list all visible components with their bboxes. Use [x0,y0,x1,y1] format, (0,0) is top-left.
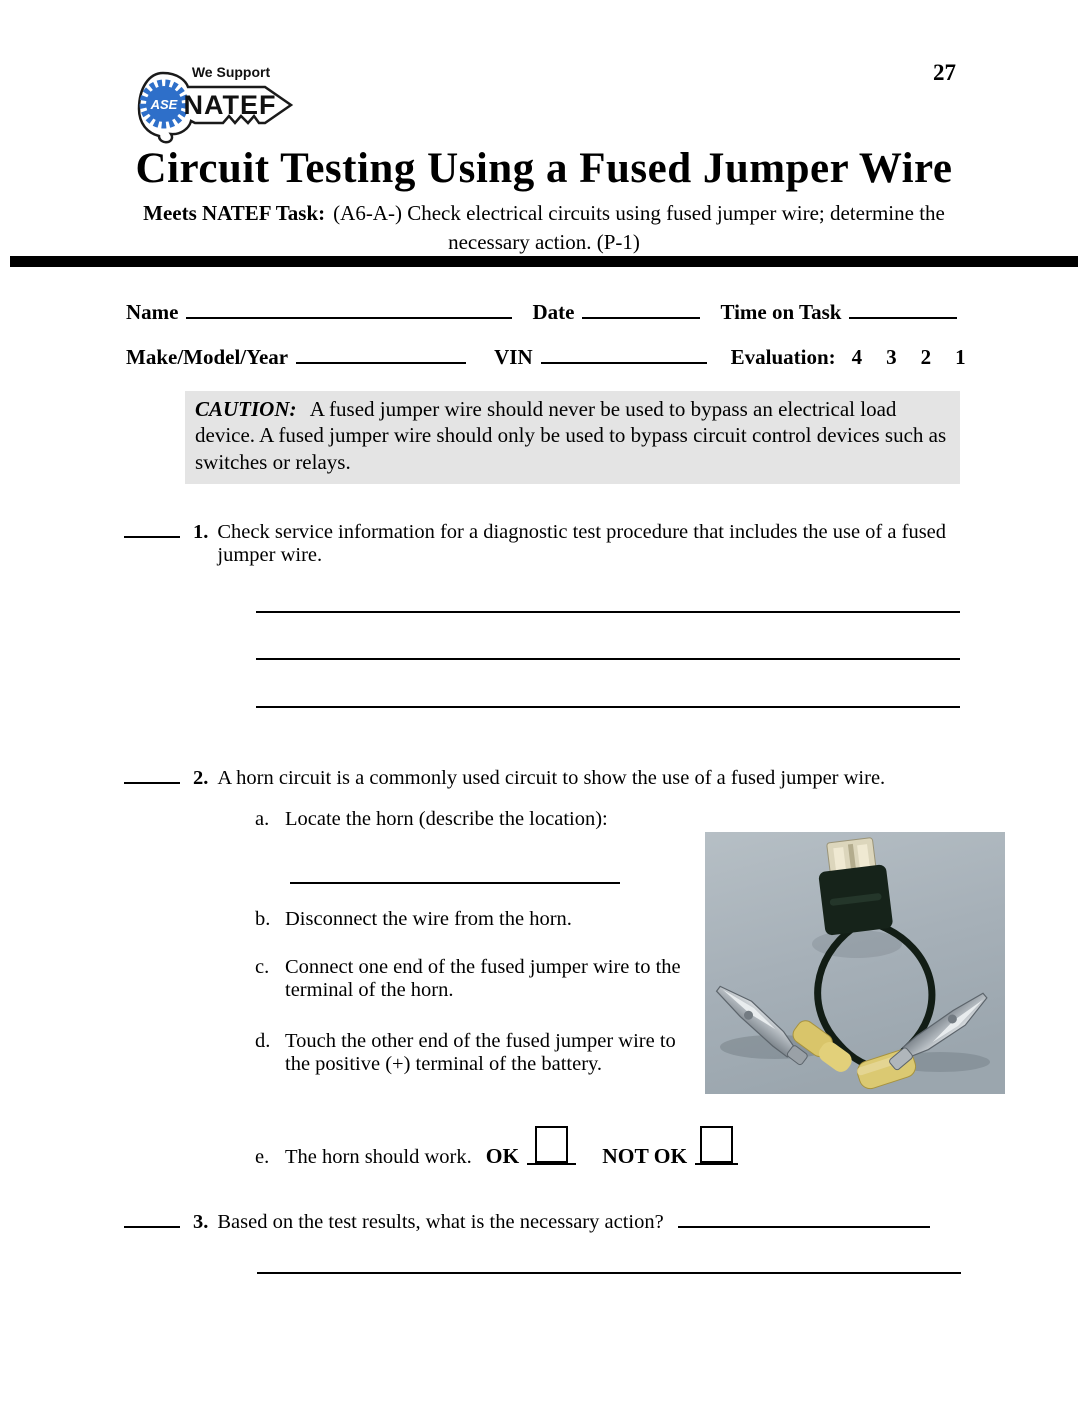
answer-line[interactable] [256,658,960,660]
ok-checkbox-square[interactable] [535,1126,568,1163]
natef-logo [133,57,301,147]
substep-e-letter: e. [255,1146,270,1168]
name-blank[interactable] [186,297,512,319]
step-1-status-blank[interactable] [124,516,180,538]
task-line-1 [0,199,1088,228]
step-3-status-blank[interactable] [124,1206,180,1228]
substep-c-text: Connect one end of the fused jumper wire to the terminal of the horn. [285,956,681,1001]
caution-text: A fused jumper wire should never be used to bypass an electrical load device. A fused jumper wire should only be used to bypass circuit control devices such as switches or relays. [195,397,947,474]
necessary-action-blank[interactable] [678,1206,930,1228]
step-1 [124,516,973,567]
substep-e [255,1126,738,1169]
horn-location-blank[interactable] [290,882,620,884]
vin-blank[interactable] [541,342,707,364]
page-title: Circuit Testing Using a Fused Jumper Wire [135,145,953,192]
time-on-task-blank[interactable] [849,297,957,319]
answer-line[interactable] [256,706,960,708]
substep-e-text: The horn should work. [285,1146,472,1168]
substep-c-letter: c. [255,956,270,978]
task-text: (A6-A-) Check electrical circuits using fused jumper wire; determine the [333,201,945,225]
step-2-number: 2. [193,767,209,789]
not-ok-label: NOT OK [602,1144,688,1168]
step-1-number: 1. [193,521,209,543]
ok-label: OK [485,1144,520,1168]
caution-box [185,391,960,484]
substep-d-letter: d. [255,1030,271,1052]
step-2-text: A horn circuit is a commonly used circuit to show the use of a fused jumper wire. [217,767,886,789]
we-support-text: We Support [191,64,271,80]
step-3-number: 3. [193,1211,209,1233]
substep-a [255,808,695,831]
evaluation-4: 4 [851,345,863,369]
evaluation-1: 1 [955,345,966,369]
substep-a-text: Locate the horn (describe the location): [285,808,608,830]
fields-row-2 [126,342,966,370]
natef-task-statement [0,199,1088,258]
page-number: 27 [933,60,956,85]
substep-c [255,956,690,1002]
make-model-year-blank[interactable] [296,342,466,364]
time-on-task-label: Time on Task [720,300,842,324]
task-line-2: necessary action. (P-1) [448,230,640,255]
substep-d [255,1030,690,1076]
jumper-wire-photo [705,832,1005,1094]
name-label: Name [126,300,179,324]
answer-line[interactable] [256,611,960,613]
step-2-status-blank[interactable] [124,762,180,784]
caution-label: CAUTION: [195,397,297,421]
step-2 [124,762,977,790]
divider-rule [10,256,1078,267]
vin-label: VIN [494,345,533,369]
substep-a-letter: a. [255,808,270,830]
not-ok-checkbox[interactable] [695,1126,738,1165]
fields-row-1 [126,297,957,325]
evaluation-2: 2 [920,345,932,369]
task-label: Meets NATEF Task: [143,201,326,225]
step-3 [124,1206,930,1234]
substep-b [255,908,695,931]
substep-b-letter: b. [255,908,271,930]
substep-b-text: Disconnect the wire from the horn. [285,908,572,930]
substep-d-text: Touch the other end of the fused jumper wire to the positive (+) terminal of the battery. [285,1030,676,1075]
make-model-year-label: Make/Model/Year [126,345,289,369]
ase-text: ASE [150,97,178,112]
natef-text: NATEF [183,90,277,120]
evaluation-label: Evaluation: [730,345,836,369]
not-ok-checkbox-square[interactable] [700,1126,733,1163]
step-1-text: Check service information for a diagnostic test procedure that includes the use of a fused jumper wire. [217,521,947,566]
date-label: Date [532,300,575,324]
step-3-text: Based on the test results, what is the necessary action? [217,1211,664,1233]
evaluation-3: 3 [886,345,897,369]
answer-line[interactable] [257,1272,961,1274]
ok-checkbox[interactable] [527,1126,576,1165]
date-blank[interactable] [582,297,700,319]
